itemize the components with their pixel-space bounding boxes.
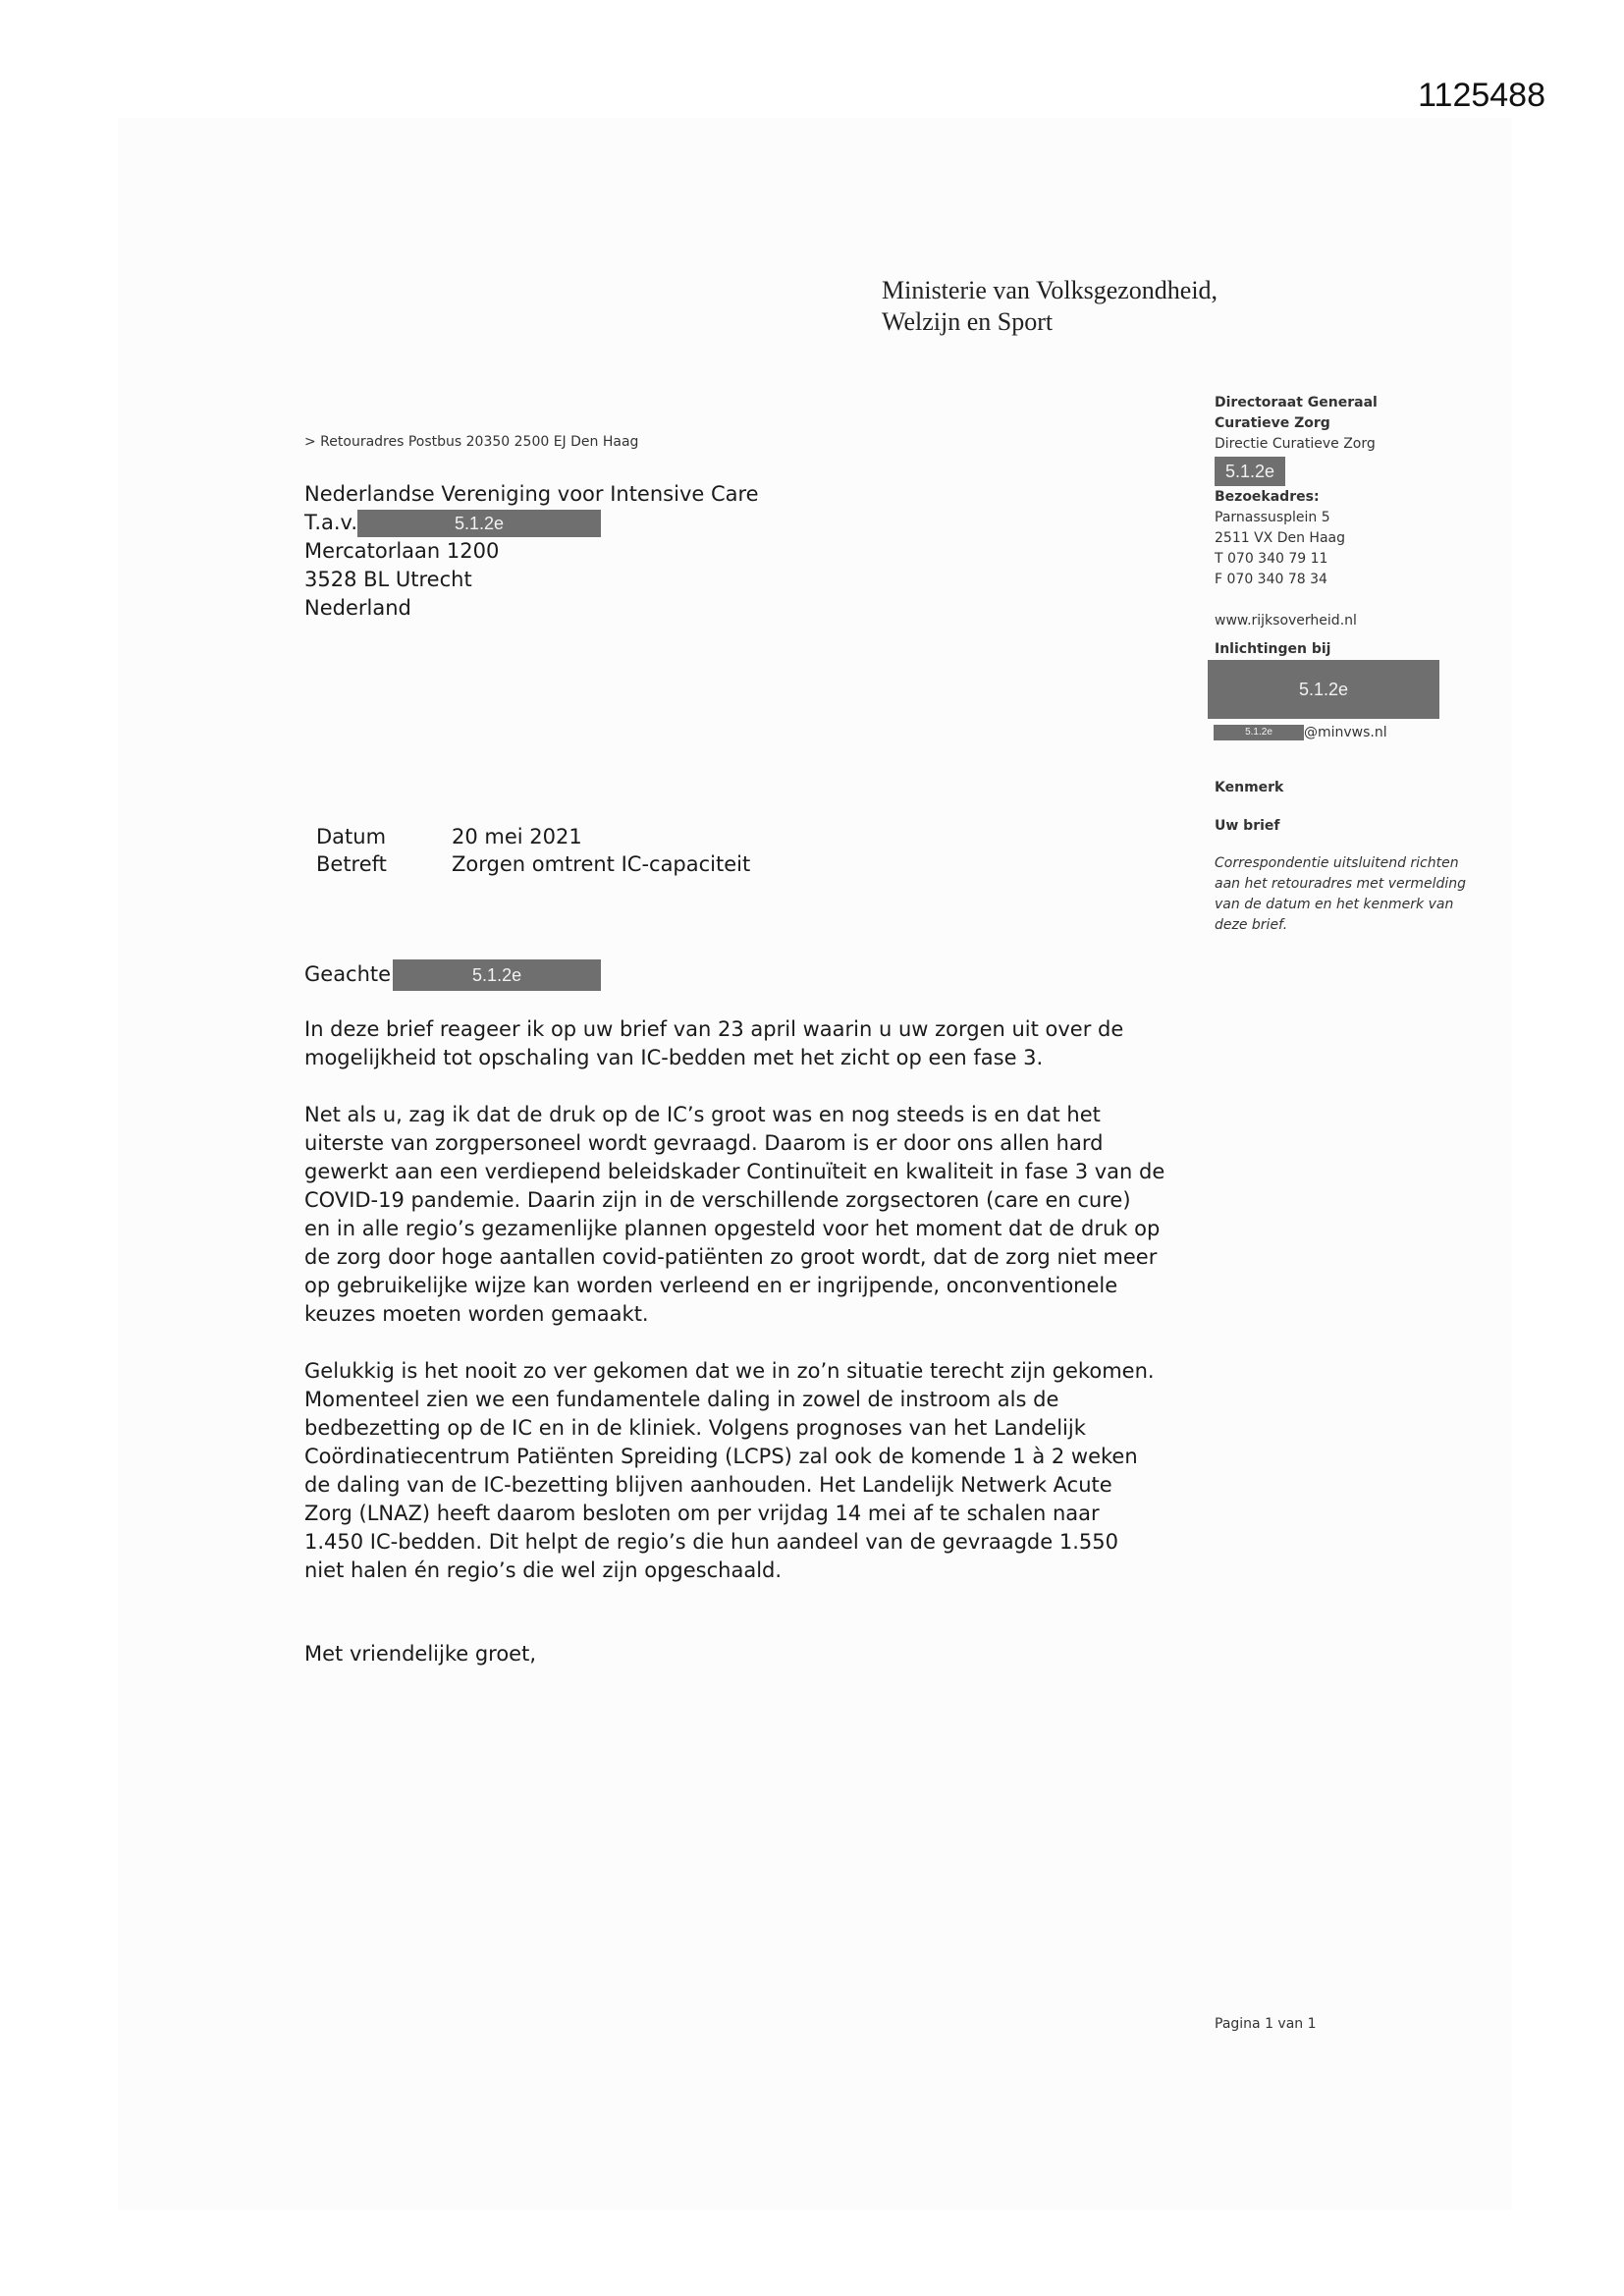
- redaction-box: 5.1.2e: [1215, 457, 1285, 486]
- body-line: In deze brief reageer ik op uw brief van 23 april waarin u uw zorgen uit over de: [304, 1017, 1124, 1041]
- body-line: Gelukkig is het nooit zo ver gekomen dat we in zo’n situatie terecht zijn gekomen.: [304, 1359, 1155, 1383]
- recipient-street: Mercatorlaan 1200: [304, 539, 500, 563]
- subject-row: [316, 850, 750, 878]
- body-line: keuzes moeten worden gemaakt.: [304, 1302, 649, 1326]
- uw-brief-label: Uw brief: [1215, 818, 1280, 834]
- body-line: gewerkt aan een verdiepend beleidskader Continuïteit en kwaliteit in fase 3 van de: [304, 1160, 1165, 1183]
- redaction-box: 5.1.2e: [1214, 725, 1304, 740]
- recipient-country: Nederland: [304, 596, 411, 620]
- body-line: op gebruikelijke wijze kan worden verleend en er ingrijpende, onconventionele: [304, 1274, 1118, 1297]
- body-line: Net als u, zag ik dat de druk op de IC’s groot was en nog steeds is en dat het: [304, 1103, 1101, 1126]
- visit-address-label: Bezoekadres:: [1215, 489, 1320, 505]
- email-suffix: @minvws.nl: [1304, 725, 1387, 740]
- document-number: 1125488: [1418, 77, 1545, 114]
- closing: Met vriendelijke groet,: [304, 1642, 537, 1666]
- recipient-org: Nederlandse Vereniging voor Intensive Care: [304, 482, 759, 506]
- body-line: en in alle regio’s gezamenlijke plannen opgesteld voor het moment dat de druk op: [304, 1217, 1161, 1240]
- paragraph-1: [304, 1015, 1208, 1072]
- recipient-attention: [304, 509, 759, 537]
- redaction-box: 5.1.2e: [1208, 660, 1439, 719]
- website: www.rijksoverheid.nl: [1215, 613, 1357, 629]
- body-line: mogelijkheid tot opschaling van IC-bedden met het zicht op een fase 3.: [304, 1046, 1044, 1069]
- directorate-line-2: Curatieve Zorg: [1215, 415, 1330, 431]
- paragraph-2: [304, 1101, 1208, 1329]
- body-line: de daling van de IC-bezetting blijven aanhouden. Het Landelijk Netwerk Acute: [304, 1473, 1112, 1497]
- date-label: Datum: [316, 825, 387, 848]
- ministry-line-2: Welzijn en Sport: [882, 307, 1054, 336]
- directie: Directie Curatieve Zorg: [1215, 436, 1376, 452]
- paragraph-3: [304, 1357, 1208, 1585]
- salutation: [304, 959, 601, 991]
- letter-body: [304, 1015, 1208, 1613]
- return-address: > Retouradres Postbus 20350 2500 EJ Den Haag: [304, 434, 639, 450]
- body-line: de zorg door hoge aantallen covid-patiënten zo groot wordt, dat de zorg niet meer: [304, 1245, 1158, 1269]
- date-value: 20 mei 2021: [452, 825, 582, 848]
- date-row: [316, 823, 750, 850]
- body-line: COVID-19 pandemie. Daarin zijn in de verschillende zorgsectoren (care en cure): [304, 1188, 1131, 1212]
- body-line: Coördinatiecentrum Patiënten Spreiding (LCPS) zal ook de komende 1 à 2 weken: [304, 1445, 1138, 1468]
- directorate-line-1: Directoraat Generaal: [1215, 395, 1378, 410]
- body-line: niet halen én regio’s die wel zijn opgeschaald.: [304, 1558, 783, 1582]
- body-line: bedbezetting op de IC en in de kliniek. Volgens prognoses van het Landelijk: [304, 1416, 1086, 1440]
- visit-street: Parnassusplein 5: [1215, 510, 1330, 525]
- contact-email: [1214, 723, 1499, 743]
- ministry-line-1: Ministerie van Volksgezondheid,: [882, 276, 1218, 304]
- visit-city: 2511 VX Den Haag: [1215, 530, 1345, 546]
- phone-number: T 070 340 79 11: [1215, 551, 1328, 567]
- body-line: uiterste van zorgpersoneel wordt gevraagd. Daarom is er door ons allen hard: [304, 1131, 1104, 1155]
- attention-prefix: T.a.v.: [304, 511, 358, 534]
- subject-value: Zorgen omtrent IC-capaciteit: [452, 852, 751, 876]
- redaction-box: 5.1.2e: [357, 510, 601, 537]
- page-number: Pagina 1 van 1: [1215, 2016, 1317, 2032]
- letter-meta: [316, 823, 750, 878]
- body-line: Momenteel zien we een fundamentele daling in zowel de instroom als de: [304, 1388, 1059, 1411]
- sender-sidebar: [1215, 393, 1499, 936]
- recipient-address: [304, 480, 759, 623]
- fax-number: F 070 340 78 34: [1215, 572, 1327, 587]
- body-line: 1.450 IC-bedden. Dit helpt de regio’s die hun aandeel van de gevraagde 1.550: [304, 1530, 1118, 1554]
- redaction-box: 5.1.2e: [393, 959, 601, 991]
- ministry-logo-text: [882, 275, 1218, 338]
- body-line: Zorg (LNAZ) heeft daarom besloten om per vrijdag 14 mei af te schalen naar: [304, 1502, 1100, 1525]
- correspondence-note: Correspondentie uitsluitend richten aan het retouradres met vermelding van de datum en het kenmerk van deze brief.: [1215, 855, 1467, 933]
- salutation-prefix: Geachte: [304, 962, 392, 986]
- info-label: Inlichtingen bij: [1215, 641, 1331, 657]
- subject-label: Betreft: [316, 852, 387, 876]
- kenmerk-label: Kenmerk: [1215, 780, 1284, 795]
- recipient-city: 3528 BL Utrecht: [304, 568, 472, 591]
